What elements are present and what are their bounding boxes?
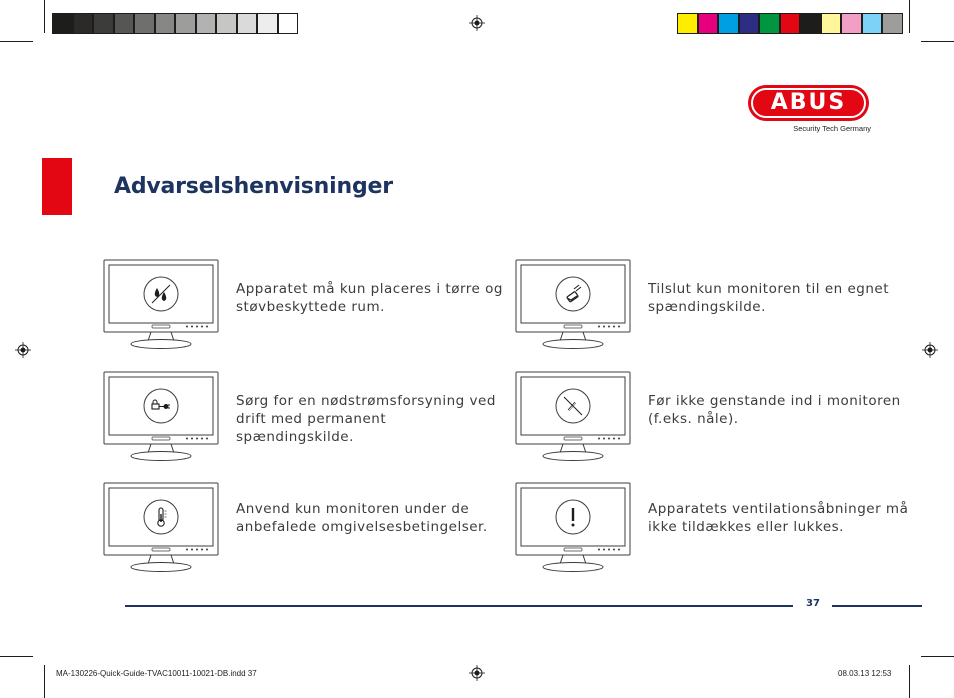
color-swatch [841,13,862,34]
exclamation-icon [556,500,590,534]
monitor-illustration [103,259,219,351]
thermometer-icon [144,500,178,534]
color-swatch-bar [677,13,903,34]
color-swatch [134,13,155,34]
color-swatch [155,13,176,34]
crop-mark [909,0,910,33]
color-swatch [821,13,842,34]
abus-logo [747,84,871,136]
color-swatch [216,13,237,34]
warning-text: Før ikke genstande ind i monitoren (f.eks. nåle). [648,393,901,427]
registration-mark-icon [922,342,938,358]
date-slug: 08.03.13 12:53 [838,669,892,678]
crop-mark [921,656,954,657]
battery-plug-icon [144,389,178,423]
color-swatch [718,13,739,34]
crop-mark [921,41,954,42]
color-swatch [175,13,196,34]
crop-mark [0,656,33,657]
color-swatch [882,13,903,34]
page-number: 37 [806,598,820,609]
crop-mark [909,665,910,698]
warning-text: Apparatet må kun placeres i tørre og støvbeskyttede rum. [236,281,503,315]
monitor-illustration [515,482,631,574]
no-water-icon [144,277,178,311]
monitor-illustration [515,371,631,463]
color-swatch [677,13,698,34]
logo-brand: ABUS [770,90,847,115]
footer-rule [125,605,793,607]
crop-mark [0,41,33,42]
color-swatch [780,13,801,34]
warning-text: Apparatets ventilationsåbninger må ikke tildækkes eller lukkes. [648,501,909,535]
monitor-illustration [515,259,631,351]
no-needle-icon [556,389,590,423]
registration-mark-icon [469,15,485,31]
color-swatch [759,13,780,34]
color-swatch [800,13,821,34]
crop-mark [44,665,45,698]
color-swatch [73,13,94,34]
page-title: Advarselshenvisninger [114,174,393,199]
color-swatch [114,13,135,34]
warning-text: Tilslut kun monitoren til en egnet spændingskilde. [648,281,890,315]
registration-mark-icon [469,665,485,681]
color-swatch [862,13,883,34]
color-swatch [257,13,278,34]
color-swatch [52,13,73,34]
color-swatch [739,13,760,34]
color-swatch [93,13,114,34]
color-swatch [237,13,258,34]
color-swatch [278,13,299,34]
footer-rule [832,605,922,607]
color-swatch [698,13,719,34]
monitor-illustration [103,371,219,463]
registration-mark-icon [15,342,31,358]
monitor-illustration [103,482,219,574]
color-swatch [196,13,217,34]
warning-text: Sørg for en nødstrømsforsyning ved drift med permanent spændingskilde. [236,393,496,445]
warning-text: Anvend kun monitoren under de anbefalede omgivelsesbetingelser. [236,501,488,535]
title-accent-bar [42,158,72,215]
file-slug: MA-130226-Quick-Guide-TVAC10011-10021-DB.indd 37 [56,669,257,678]
crop-mark [44,0,45,33]
logo-tagline: Security Tech Germany [793,124,871,133]
gray-swatch-bar [52,13,298,34]
power-plug-icon [556,277,590,311]
